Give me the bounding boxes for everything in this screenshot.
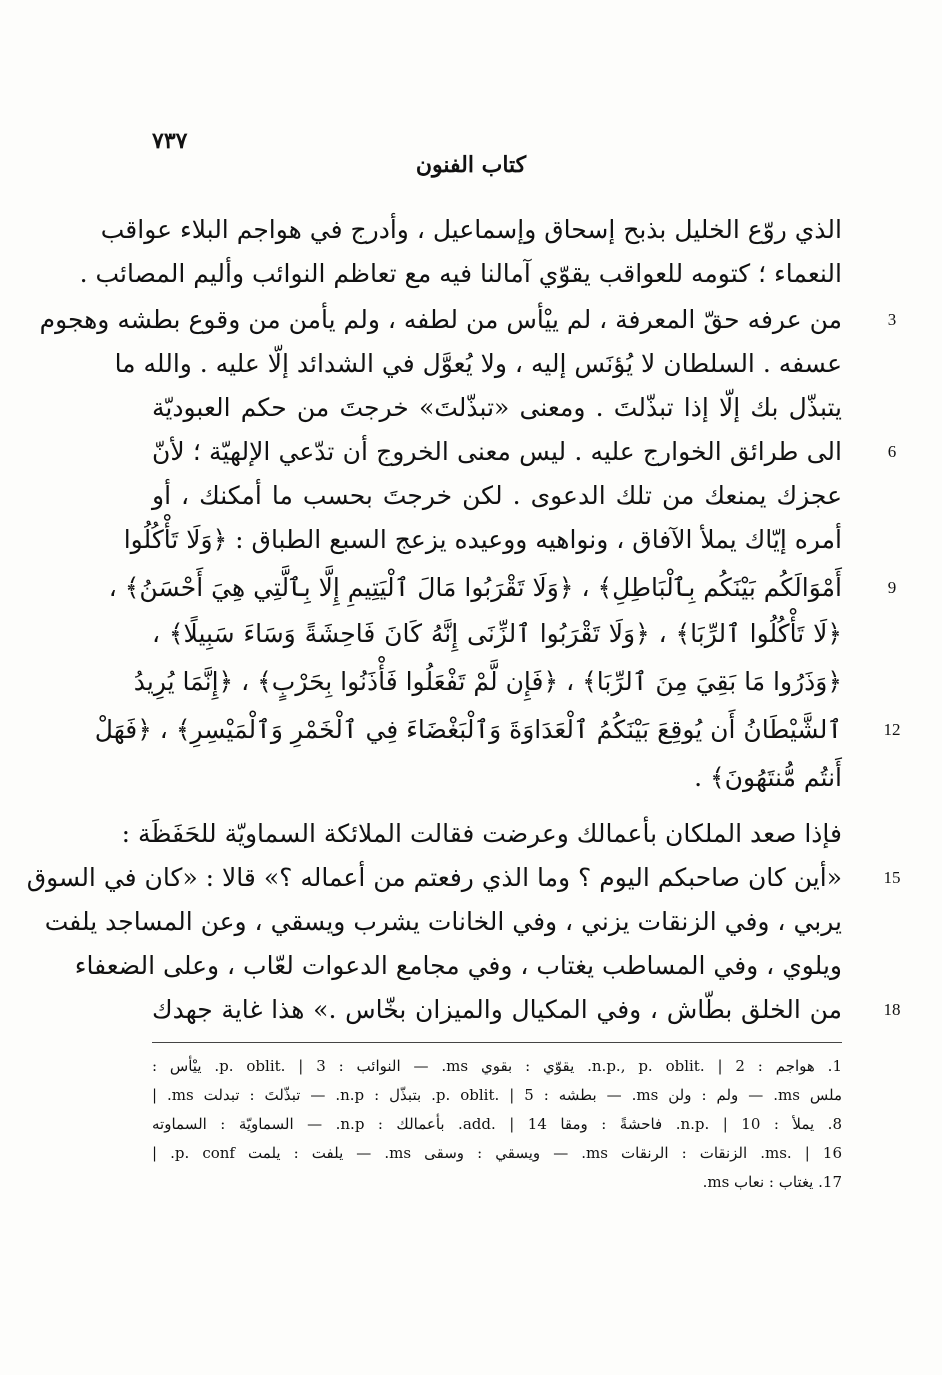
text-line: عسفه . السلطان لا يُؤنَس إليه ، ولا يُعوَّل في الشدائد إلّا عليه . والله ما: [114, 349, 842, 378]
text-line: أَمْوَالَكُم بَيْنَكُم بِٱلْبَاطِلِ﴾ ، ﴿وَلَا تَقْرَبُوا مَالَ ٱلْيَتِيمِ إِلَّا بِٱلَّتِي هِيَ أَحْسَنُ﴾ ،: [108, 573, 842, 602]
text-line: يتبذّل بك إلّا إذا تبذّلتَ . ومعنى «تبذّلتَ» خرجتَ من حكم العبوديّة: [152, 393, 842, 422]
text-line: ويلوي ، وفي المساطب يغتاب ، وفي مجامع الدعوات لعّاب ، وعلى الضعفاء: [74, 951, 842, 980]
text-line: يربي ، وفي الزنقات يزني ، وفي الخانات يشرب ويسقي ، وعن المساجد يلفت: [44, 907, 842, 936]
text-line: ٱلشَّيْطَانُ أَن يُوقِعَ بَيْنَكُمُ ٱلْعَدَاوَةَ وَٱلْبَغْضَاءَ فِي ٱلْخَمْرِ وَٱلْمَيْسِرِ﴾ ، ﴿فَهَلْ: [94, 715, 842, 744]
text-line: عجزك يمنعك من تلك الدعوى . لكن خرجتَ بحسب ما أمكنك ، أو: [152, 481, 842, 510]
line-number: 18: [883, 1000, 901, 1019]
text-line: «أين كان صاحبكم اليوم ؟ وما الذي رفعتم من أعماله ؟» قالا : «كان في السوق: [26, 863, 842, 892]
footnote-line: ms. | 16. الزنقات : الرنقات ms. — ويسقي : وسقى ms. — يلفت : يلمت p. conf. |: [152, 1144, 842, 1162]
line-number: 9: [887, 578, 897, 597]
text-line: فإذا صعد الملكان بأعمالك وعرضت فقالت الملائكة السماويّة للحَفَظَة :: [121, 819, 842, 848]
text-line: ﴿وَذَرُوا مَا بَقِيَ مِنَ ٱلرِّبَا﴾ ، ﴿فَإِن لَّمْ تَفْعَلُوا فَأْذَنُوا بِحَرْبٍ﴾ ، ﴿إِنَّمَا يُرِيدُ: [133, 667, 842, 696]
text-line: الى طرائق الخوارج عليه . ليس معنى الخروج أن تدّعي الإلهيّة ؛ لأنّ: [152, 437, 842, 466]
footnote-divider: [152, 1042, 842, 1043]
text-line: النعماء ؛ كتومه للعواقب يقوّي آمالنا فيه مع تعاظم النوائب وأليم المصائب .: [79, 259, 842, 288]
text-line: ﴿لَا تَأْكُلُوا ٱلرِّبَا﴾ ، ﴿وَلَا تَقْرَبُوا ٱلزِّنَى إِنَّهُ كَانَ فَاحِشَةً وَسَاءَ سَبِيلًا﴾ ،: [152, 619, 842, 648]
page-number: ٧٣٧: [152, 128, 188, 154]
footnote-line: 1. هواجم : n.p., p. oblit. | 2. يقوّي : بقوي ms. — النوائب : p. oblit. | 3. ييْأس :: [152, 1057, 842, 1075]
text-line: أَنتُم مُّنتَهُونَ﴾ .: [694, 763, 842, 792]
apparatus-footnotes: [152, 1052, 842, 1197]
text-line: الذي روّع الخليل بذبح إسحاق وإسماعيل ، وأدرج في هواجم البلاء عواقب: [100, 215, 842, 244]
text-line: من عرفه حقّ المعرفة ، لم ييْأس من لطفه ، ولم يأمن من وقوع بطشه وهجوم: [39, 305, 842, 334]
line-number: 6: [887, 442, 897, 461]
footnote-line: ملس ms. — ولم : ولن ms. — بطشه : p. oblit. | 5. بتبذّل : n.p. — تبذّلتَ : تبدلت ms. |: [152, 1086, 842, 1104]
footnote-line: 8. يملأ : n.p. | 10. فاحشةً : ومقا add. | 14. بأعمالك : n.p. — السماويّة : السماوته: [152, 1115, 842, 1133]
line-number: 15: [883, 868, 901, 887]
line-number: 12: [883, 720, 901, 739]
footnote-line: 17. يغتاب : نعاب ms.: [702, 1173, 842, 1191]
line-number: 3: [887, 310, 897, 329]
running-title: كتاب الفنون: [415, 152, 527, 178]
text-line: من الخلق بطّاش ، وفي المكيال والميزان بخّاس .» هذا غاية جهدك: [152, 995, 842, 1024]
text-line: أمره إيّاك يملأ الآفاق ، ونواهيه ووعيده يزعج السبع الطباق : ﴿وَلَا تَأْكُلُوا: [123, 525, 842, 554]
